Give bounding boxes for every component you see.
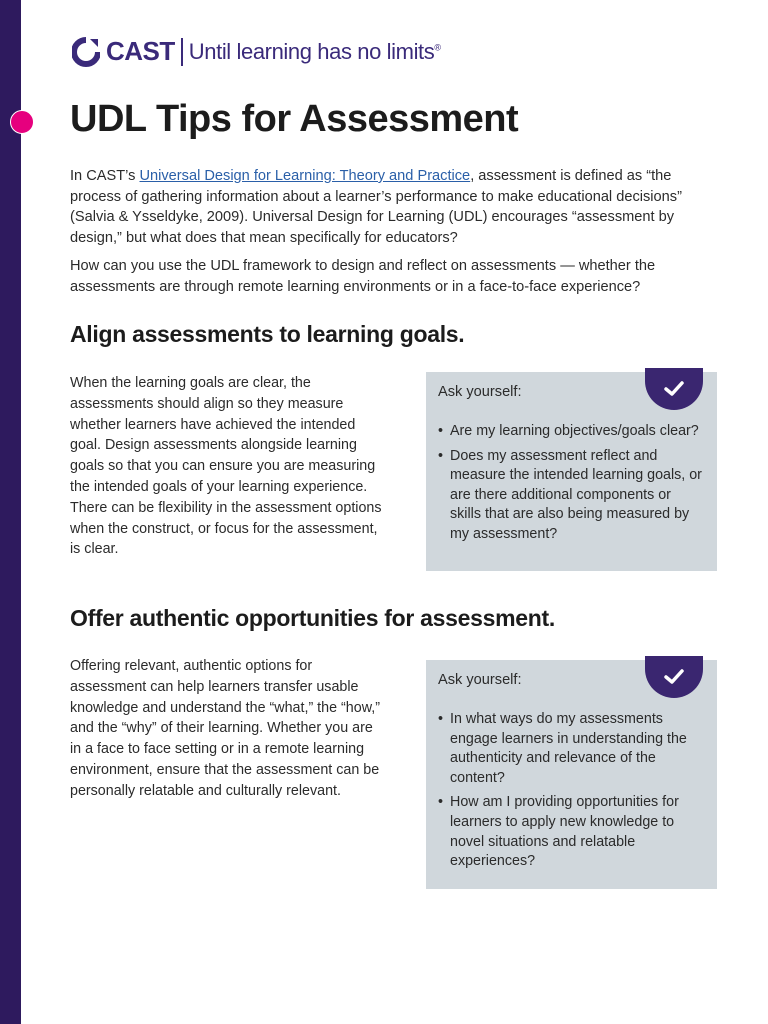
question-list <box>438 710 705 872</box>
question-item: • Does my assessment reflect and measure the intended learning goals, or are there additional components or skills that are also being measured by my assessment? <box>438 447 705 545</box>
section-body-authentic: Offering relevant, authentic options for assessment can help learners transfer usable knowledge and understand the “what,” the “how,” and the “why” of their learning. Whether you are in a face to face setting or in a remote learning environment, ensure that the assessment can be personally relatable and culturally relevant. <box>70 658 380 799</box>
tagline-text: Until learning has no limits <box>188 38 435 64</box>
cast-logo <box>72 36 441 67</box>
intro-paragraph-1 <box>70 166 690 248</box>
accent-dot <box>10 110 34 134</box>
intro-paragraph-2: How can you use the UDL framework to design and reflect on assessments — whether the assessments are through remote learning environments or in a face-to-face experience? <box>70 258 656 295</box>
ask-yourself-label: Ask yourself: <box>438 672 522 688</box>
page-title: UDL Tips for Assessment <box>70 98 519 140</box>
intro-text: In CAST’s <box>70 168 140 184</box>
question-item: • How am I providing opportunities for learners to apply new knowledge to novel situations and relatable experiences? <box>438 793 705 871</box>
registered-mark: ® <box>434 42 441 53</box>
section-heading-authentic: Offer authentic opportunities for assessment. <box>70 605 555 631</box>
ask-yourself-box-align <box>426 372 717 571</box>
logo-divider <box>181 38 183 66</box>
question-list <box>438 422 705 545</box>
question-item: • In what ways do my assessments engage learners in understanding the authenticity and relevance of the content? <box>438 710 705 788</box>
logo-tagline <box>189 39 441 65</box>
intro <box>70 166 690 306</box>
intro-text: , assessment is defined as “the process of gathering information about a learner’s performance to make educational decisions” (Salvia & Ysseldyke, 2009). Universal Design for Learning (UDL) encourages “assessment by design,” but what does that mean specifically for educators? <box>70 168 682 246</box>
checkmark-icon <box>645 656 703 698</box>
udl-theory-practice-link[interactable]: Universal Design for Learning: Theory and Practice <box>139 168 471 184</box>
side-stripe <box>0 0 21 1024</box>
section-body-align: When the learning goals are clear, the assessments should align so they measure whether learners have achieved the intended goal. Design assessments alongside learning goals so that you can ensure you are measuring the intended goals of your learning experience. There can be flexibility in the assessment options when the construct, or focus for the assessment, is clear. <box>70 375 382 558</box>
question-item: • Are my learning objectives/goals clear? <box>438 422 705 442</box>
ask-yourself-label: Ask yourself: <box>438 384 522 400</box>
logo-wordmark: CAST <box>106 36 175 66</box>
ask-yourself-box-authentic <box>426 660 717 889</box>
cast-logo-icon <box>72 37 100 67</box>
checkmark-icon <box>645 368 703 410</box>
section-heading-align: Align assessments to learning goals. <box>70 321 465 347</box>
